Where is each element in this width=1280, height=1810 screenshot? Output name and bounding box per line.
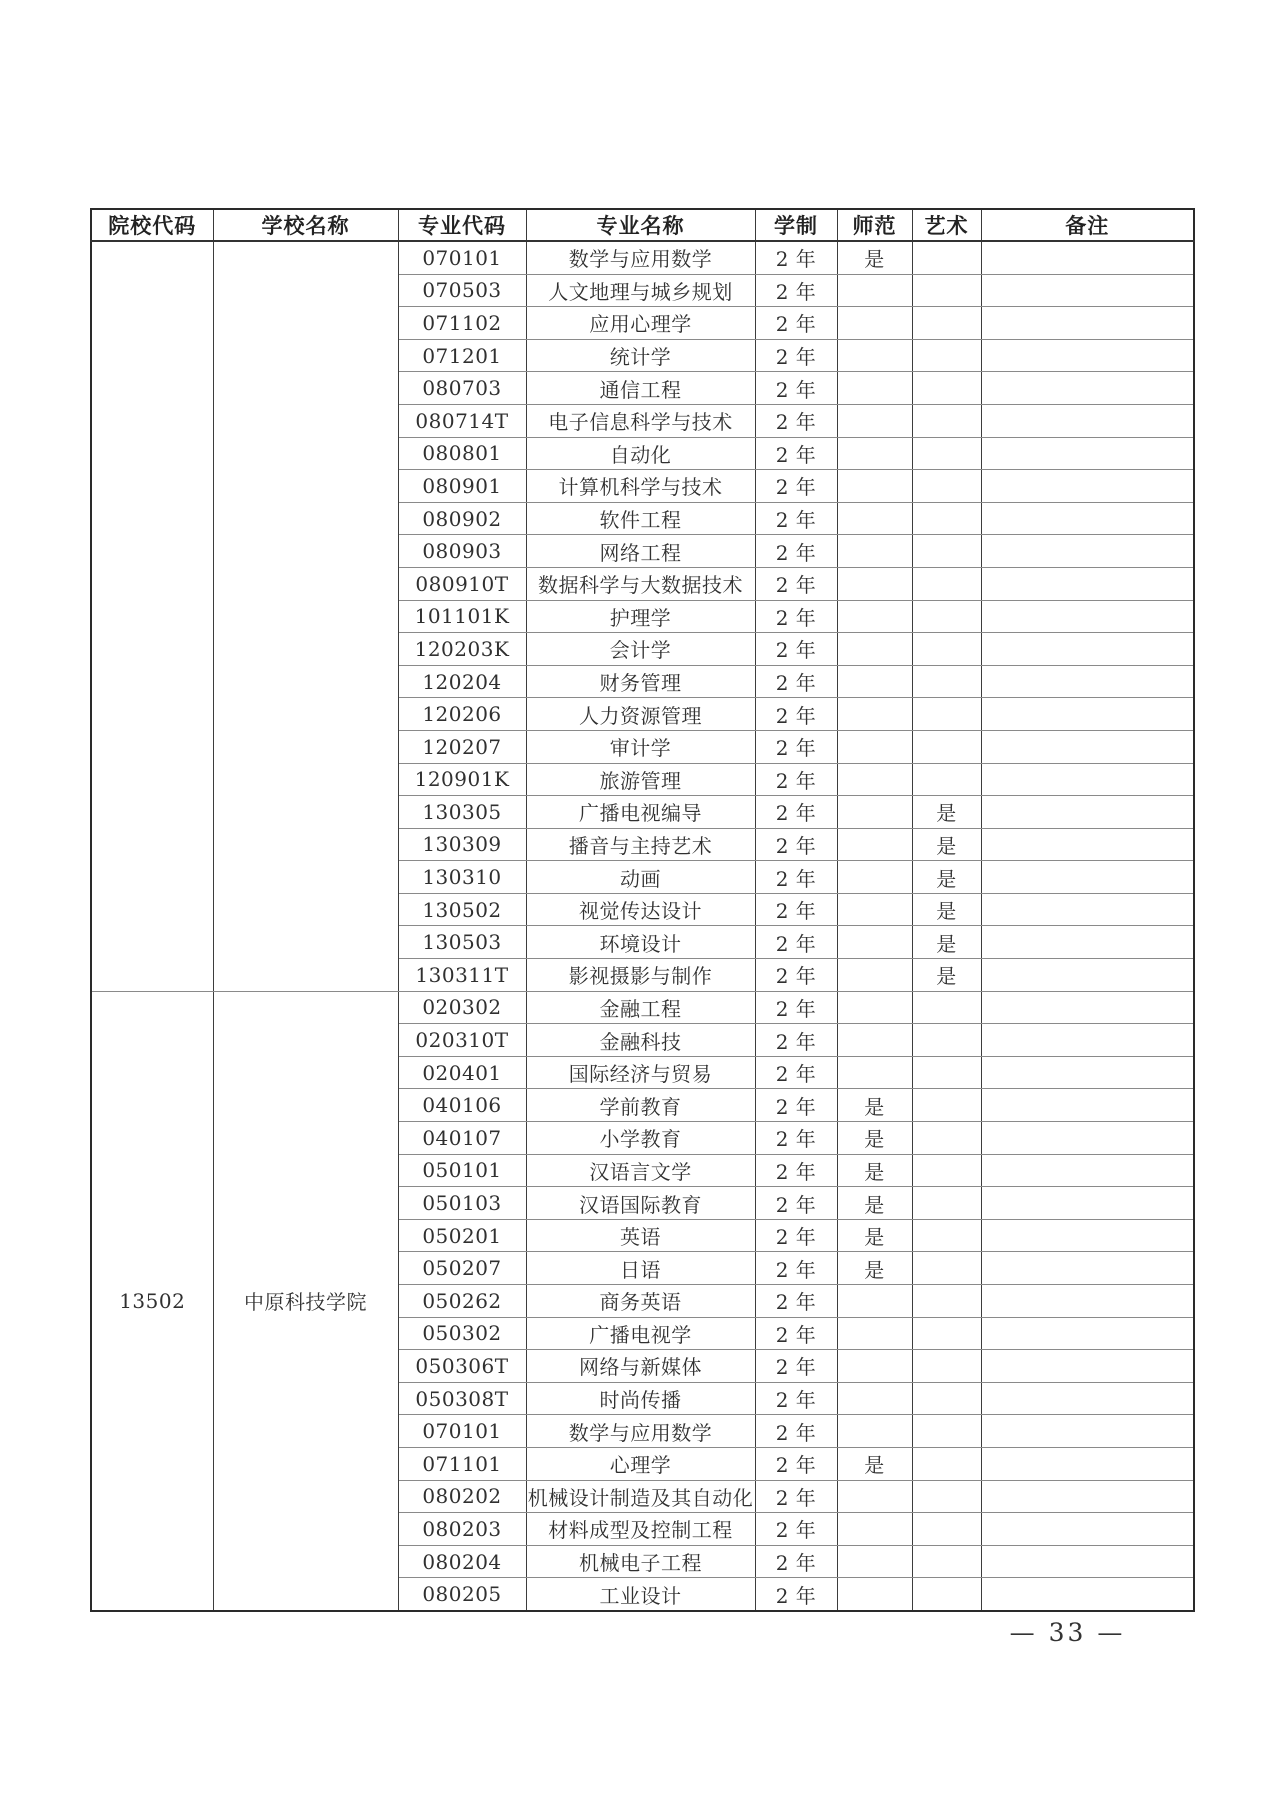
remarks-cell: [981, 730, 1194, 763]
majors-table: [90, 208, 1195, 1612]
major-name-cell: 自动化: [526, 437, 755, 470]
art-flag-cell: [912, 535, 981, 568]
major-code-cell: 080205: [398, 1578, 526, 1611]
normal-flag-cell: [837, 861, 912, 894]
normal-flag-cell: [837, 893, 912, 926]
header-institution-code: 院校代码: [91, 209, 213, 241]
major-name-cell: 数学与应用数学: [526, 241, 755, 274]
major-code-cell: 050302: [398, 1317, 526, 1350]
major-code-cell: 070101: [398, 1415, 526, 1448]
art-flag-cell: [912, 665, 981, 698]
major-name-cell: 旅游管理: [526, 763, 755, 796]
remarks-cell: [981, 1285, 1194, 1318]
remarks-cell: [981, 1350, 1194, 1383]
art-flag-cell: 是: [912, 893, 981, 926]
duration-cell: 2 年: [755, 730, 837, 763]
normal-flag-cell: [837, 1513, 912, 1546]
art-flag-cell: 是: [912, 959, 981, 992]
major-code-cell: 071201: [398, 339, 526, 372]
major-name-cell: 金融科技: [526, 1024, 755, 1057]
remarks-cell: [981, 1415, 1194, 1448]
major-name-cell: 通信工程: [526, 372, 755, 405]
normal-flag-cell: 是: [837, 1089, 912, 1122]
major-name-cell: 国际经济与贸易: [526, 1056, 755, 1089]
duration-cell: 2 年: [755, 861, 837, 894]
remarks-cell: [981, 1187, 1194, 1220]
major-name-cell: 心理学: [526, 1447, 755, 1480]
major-code-cell: 020302: [398, 991, 526, 1024]
duration-cell: 2 年: [755, 567, 837, 600]
major-code-cell: 120206: [398, 698, 526, 731]
remarks-cell: [981, 274, 1194, 307]
duration-cell: 2 年: [755, 665, 837, 698]
art-flag-cell: [912, 1219, 981, 1252]
remarks-cell: [981, 404, 1194, 437]
major-code-cell: 080714T: [398, 404, 526, 437]
art-flag-cell: [912, 1350, 981, 1383]
remarks-cell: [981, 1024, 1194, 1057]
major-name-cell: 会计学: [526, 633, 755, 666]
remarks-cell: [981, 1056, 1194, 1089]
normal-flag-cell: [837, 828, 912, 861]
normal-flag-cell: [837, 959, 912, 992]
normal-flag-cell: [837, 991, 912, 1024]
major-code-cell: 130309: [398, 828, 526, 861]
art-flag-cell: 是: [912, 861, 981, 894]
major-name-cell: 广播电视编导: [526, 796, 755, 829]
art-flag-cell: [912, 1447, 981, 1480]
normal-flag-cell: [837, 665, 912, 698]
remarks-cell: [981, 796, 1194, 829]
art-flag-cell: [912, 1545, 981, 1578]
normal-flag-cell: [837, 339, 912, 372]
remarks-cell: [981, 893, 1194, 926]
art-flag-cell: [912, 1122, 981, 1155]
duration-cell: 2 年: [755, 372, 837, 405]
duration-cell: 2 年: [755, 535, 837, 568]
duration-cell: 2 年: [755, 1219, 837, 1252]
major-code-cell: 080801: [398, 437, 526, 470]
normal-flag-cell: [837, 470, 912, 503]
duration-cell: 2 年: [755, 763, 837, 796]
art-flag-cell: [912, 567, 981, 600]
art-flag-cell: [912, 1578, 981, 1611]
major-code-cell: 130503: [398, 926, 526, 959]
normal-flag-cell: [837, 502, 912, 535]
school-code-cell: 13502: [91, 991, 213, 1611]
art-flag-cell: [912, 241, 981, 274]
remarks-cell: [981, 600, 1194, 633]
art-flag-cell: [912, 307, 981, 340]
remarks-cell: [981, 567, 1194, 600]
duration-cell: 2 年: [755, 1350, 837, 1383]
major-name-cell: 网络与新媒体: [526, 1350, 755, 1383]
remarks-cell: [981, 1545, 1194, 1578]
major-name-cell: 数学与应用数学: [526, 1415, 755, 1448]
major-code-cell: 080910T: [398, 567, 526, 600]
major-name-cell: 电子信息科学与技术: [526, 404, 755, 437]
major-code-cell: 050262: [398, 1285, 526, 1318]
major-code-cell: 071101: [398, 1447, 526, 1480]
remarks-cell: [981, 470, 1194, 503]
duration-cell: 2 年: [755, 633, 837, 666]
remarks-cell: [981, 1122, 1194, 1155]
remarks-cell: [981, 763, 1194, 796]
header-remarks: 备注: [981, 209, 1194, 241]
normal-flag-cell: [837, 1285, 912, 1318]
normal-flag-cell: [837, 404, 912, 437]
duration-cell: 2 年: [755, 1578, 837, 1611]
remarks-cell: [981, 698, 1194, 731]
major-code-cell: 020401: [398, 1056, 526, 1089]
duration-cell: 2 年: [755, 502, 837, 535]
normal-flag-cell: [837, 1415, 912, 1448]
major-name-cell: 动画: [526, 861, 755, 894]
major-name-cell: 环境设计: [526, 926, 755, 959]
major-name-cell: 财务管理: [526, 665, 755, 698]
header-major-name: 专业名称: [526, 209, 755, 241]
art-flag-cell: [912, 1285, 981, 1318]
art-flag-cell: 是: [912, 926, 981, 959]
normal-flag-cell: [837, 567, 912, 600]
major-code-cell: 120204: [398, 665, 526, 698]
major-name-cell: 英语: [526, 1219, 755, 1252]
school-name-cell: 中原科技学院: [213, 991, 398, 1611]
normal-flag-cell: [837, 796, 912, 829]
normal-flag-cell: [837, 633, 912, 666]
art-flag-cell: [912, 274, 981, 307]
major-code-cell: 080703: [398, 372, 526, 405]
remarks-cell: [981, 1154, 1194, 1187]
remarks-cell: [981, 1219, 1194, 1252]
page-number: — 33 —: [1009, 1618, 1126, 1647]
duration-cell: 2 年: [755, 307, 837, 340]
art-flag-cell: [912, 1480, 981, 1513]
duration-cell: 2 年: [755, 1252, 837, 1285]
major-name-cell: 学前教育: [526, 1089, 755, 1122]
major-code-cell: 050308T: [398, 1382, 526, 1415]
normal-flag-cell: [837, 763, 912, 796]
duration-cell: 2 年: [755, 1480, 837, 1513]
normal-flag-cell: 是: [837, 1252, 912, 1285]
major-name-cell: 材料成型及控制工程: [526, 1513, 755, 1546]
duration-cell: 2 年: [755, 1447, 837, 1480]
art-flag-cell: [912, 339, 981, 372]
major-name-cell: 审计学: [526, 730, 755, 763]
duration-cell: 2 年: [755, 339, 837, 372]
art-flag-cell: [912, 763, 981, 796]
art-flag-cell: [912, 1056, 981, 1089]
major-code-cell: 050207: [398, 1252, 526, 1285]
remarks-cell: [981, 1578, 1194, 1611]
major-code-cell: 020310T: [398, 1024, 526, 1057]
remarks-cell: [981, 241, 1194, 274]
header-art: 艺术: [912, 209, 981, 241]
duration-cell: 2 年: [755, 1056, 837, 1089]
art-flag-cell: [912, 502, 981, 535]
normal-flag-cell: [837, 274, 912, 307]
major-name-cell: 商务英语: [526, 1285, 755, 1318]
art-flag-cell: [912, 1089, 981, 1122]
school-name-cell: [213, 241, 398, 991]
remarks-cell: [981, 535, 1194, 568]
duration-cell: 2 年: [755, 1545, 837, 1578]
table-row: [91, 991, 1194, 1024]
remarks-cell: [981, 1382, 1194, 1415]
normal-flag-cell: [837, 1480, 912, 1513]
school-code-cell: [91, 241, 213, 991]
major-code-cell: 040106: [398, 1089, 526, 1122]
major-name-cell: 播音与主持艺术: [526, 828, 755, 861]
duration-cell: 2 年: [755, 1285, 837, 1318]
remarks-cell: [981, 1513, 1194, 1546]
remarks-cell: [981, 633, 1194, 666]
table-header-row: [91, 209, 1194, 241]
remarks-cell: [981, 828, 1194, 861]
remarks-cell: [981, 665, 1194, 698]
major-code-cell: 080203: [398, 1513, 526, 1546]
normal-flag-cell: 是: [837, 1219, 912, 1252]
major-code-cell: 080902: [398, 502, 526, 535]
remarks-cell: [981, 339, 1194, 372]
art-flag-cell: [912, 991, 981, 1024]
duration-cell: 2 年: [755, 470, 837, 503]
duration-cell: 2 年: [755, 991, 837, 1024]
art-flag-cell: [912, 698, 981, 731]
major-name-cell: 日语: [526, 1252, 755, 1285]
major-code-cell: 120207: [398, 730, 526, 763]
major-code-cell: 080903: [398, 535, 526, 568]
art-flag-cell: [912, 1252, 981, 1285]
duration-cell: 2 年: [755, 1382, 837, 1415]
major-name-cell: 工业设计: [526, 1578, 755, 1611]
major-code-cell: 071102: [398, 307, 526, 340]
major-name-cell: 软件工程: [526, 502, 755, 535]
duration-cell: 2 年: [755, 241, 837, 274]
major-name-cell: 小学教育: [526, 1122, 755, 1155]
art-flag-cell: [912, 730, 981, 763]
major-code-cell: 120203K: [398, 633, 526, 666]
duration-cell: 2 年: [755, 1089, 837, 1122]
art-flag-cell: 是: [912, 828, 981, 861]
major-name-cell: 网络工程: [526, 535, 755, 568]
major-code-cell: 080202: [398, 1480, 526, 1513]
duration-cell: 2 年: [755, 1024, 837, 1057]
major-name-cell: 汉语国际教育: [526, 1187, 755, 1220]
major-code-cell: 080901: [398, 470, 526, 503]
major-name-cell: 时尚传播: [526, 1382, 755, 1415]
major-code-cell: 120901K: [398, 763, 526, 796]
remarks-cell: [981, 1480, 1194, 1513]
normal-flag-cell: [837, 437, 912, 470]
duration-cell: 2 年: [755, 1187, 837, 1220]
normal-flag-cell: [837, 1578, 912, 1611]
remarks-cell: [981, 991, 1194, 1024]
duration-cell: 2 年: [755, 1122, 837, 1155]
art-flag-cell: [912, 1513, 981, 1546]
art-flag-cell: [912, 1317, 981, 1350]
duration-cell: 2 年: [755, 959, 837, 992]
major-name-cell: 应用心理学: [526, 307, 755, 340]
duration-cell: 2 年: [755, 796, 837, 829]
remarks-cell: [981, 307, 1194, 340]
remarks-cell: [981, 437, 1194, 470]
normal-flag-cell: 是: [837, 1122, 912, 1155]
remarks-cell: [981, 926, 1194, 959]
normal-flag-cell: [837, 1350, 912, 1383]
normal-flag-cell: [837, 730, 912, 763]
duration-cell: 2 年: [755, 893, 837, 926]
art-flag-cell: [912, 633, 981, 666]
art-flag-cell: [912, 1415, 981, 1448]
duration-cell: 2 年: [755, 698, 837, 731]
header-normal: 师范: [837, 209, 912, 241]
normal-flag-cell: [837, 372, 912, 405]
normal-flag-cell: [837, 1024, 912, 1057]
normal-flag-cell: 是: [837, 1187, 912, 1220]
major-code-cell: 130305: [398, 796, 526, 829]
major-code-cell: 070101: [398, 241, 526, 274]
normal-flag-cell: [837, 1545, 912, 1578]
major-code-cell: 050101: [398, 1154, 526, 1187]
major-code-cell: 080204: [398, 1545, 526, 1578]
duration-cell: 2 年: [755, 600, 837, 633]
normal-flag-cell: [837, 1056, 912, 1089]
remarks-cell: [981, 372, 1194, 405]
major-name-cell: 人力资源管理: [526, 698, 755, 731]
major-name-cell: 金融工程: [526, 991, 755, 1024]
table-row: [91, 241, 1194, 274]
major-code-cell: 040107: [398, 1122, 526, 1155]
normal-flag-cell: [837, 307, 912, 340]
remarks-cell: [981, 1252, 1194, 1285]
major-code-cell: 101101K: [398, 600, 526, 633]
remarks-cell: [981, 1447, 1194, 1480]
major-name-cell: 统计学: [526, 339, 755, 372]
normal-flag-cell: [837, 535, 912, 568]
major-name-cell: 视觉传达设计: [526, 893, 755, 926]
normal-flag-cell: [837, 926, 912, 959]
major-code-cell: 050201: [398, 1219, 526, 1252]
art-flag-cell: [912, 437, 981, 470]
art-flag-cell: [912, 1024, 981, 1057]
normal-flag-cell: 是: [837, 1154, 912, 1187]
major-name-cell: 广播电视学: [526, 1317, 755, 1350]
major-code-cell: 130310: [398, 861, 526, 894]
major-code-cell: 050103: [398, 1187, 526, 1220]
major-name-cell: 影视摄影与制作: [526, 959, 755, 992]
header-major-code: 专业代码: [398, 209, 526, 241]
duration-cell: 2 年: [755, 926, 837, 959]
normal-flag-cell: 是: [837, 1447, 912, 1480]
major-name-cell: 机械设计制造及其自动化: [526, 1480, 755, 1513]
major-name-cell: 数据科学与大数据技术: [526, 567, 755, 600]
duration-cell: 2 年: [755, 404, 837, 437]
art-flag-cell: [912, 1382, 981, 1415]
duration-cell: 2 年: [755, 437, 837, 470]
normal-flag-cell: [837, 1317, 912, 1350]
art-flag-cell: [912, 470, 981, 503]
normal-flag-cell: [837, 600, 912, 633]
duration-cell: 2 年: [755, 1317, 837, 1350]
major-name-cell: 计算机科学与技术: [526, 470, 755, 503]
major-name-cell: 人文地理与城乡规划: [526, 274, 755, 307]
header-duration: 学制: [755, 209, 837, 241]
normal-flag-cell: 是: [837, 241, 912, 274]
duration-cell: 2 年: [755, 1513, 837, 1546]
remarks-cell: [981, 861, 1194, 894]
art-flag-cell: 是: [912, 796, 981, 829]
normal-flag-cell: [837, 698, 912, 731]
major-name-cell: 护理学: [526, 600, 755, 633]
normal-flag-cell: [837, 1382, 912, 1415]
duration-cell: 2 年: [755, 1415, 837, 1448]
art-flag-cell: [912, 600, 981, 633]
art-flag-cell: [912, 372, 981, 405]
major-code-cell: 070503: [398, 274, 526, 307]
header-school-name: 学校名称: [213, 209, 398, 241]
major-code-cell: 130311T: [398, 959, 526, 992]
table-body: [91, 241, 1194, 1611]
art-flag-cell: [912, 1187, 981, 1220]
duration-cell: 2 年: [755, 828, 837, 861]
major-name-cell: 汉语言文学: [526, 1154, 755, 1187]
remarks-cell: [981, 502, 1194, 535]
remarks-cell: [981, 1089, 1194, 1122]
remarks-cell: [981, 959, 1194, 992]
art-flag-cell: [912, 1154, 981, 1187]
remarks-cell: [981, 1317, 1194, 1350]
major-name-cell: 机械电子工程: [526, 1545, 755, 1578]
duration-cell: 2 年: [755, 1154, 837, 1187]
major-code-cell: 130502: [398, 893, 526, 926]
duration-cell: 2 年: [755, 274, 837, 307]
major-code-cell: 050306T: [398, 1350, 526, 1383]
art-flag-cell: [912, 404, 981, 437]
